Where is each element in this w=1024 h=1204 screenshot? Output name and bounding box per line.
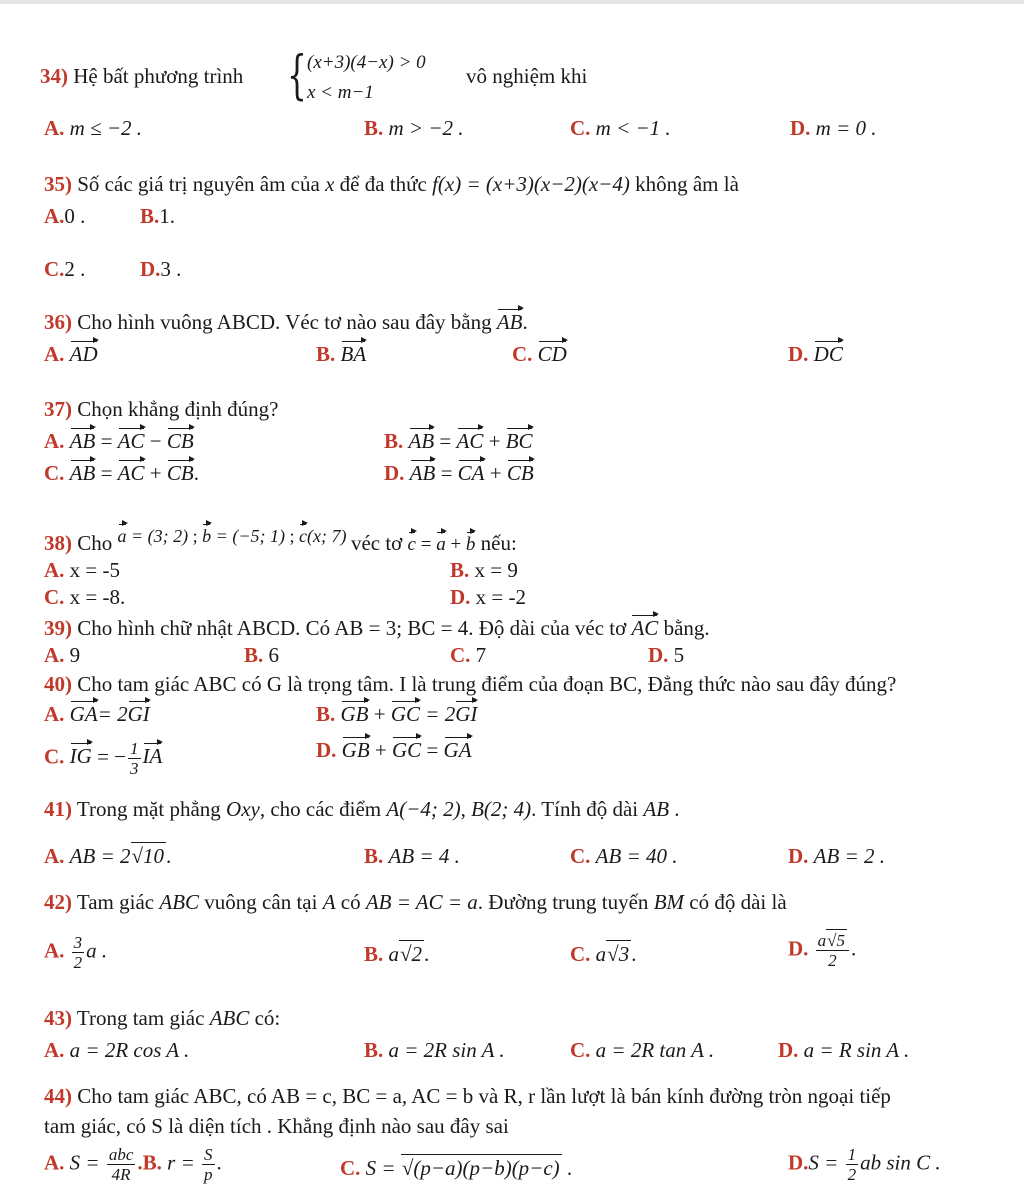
option-d: D. AB = 2 . bbox=[788, 844, 885, 868]
option-c: C. IG = − $\frac{1}{3}$ IA bbox=[44, 739, 163, 778]
option-d: D. $\frac{a√5}{2}$ . bbox=[788, 931, 857, 970]
option-d: D. DC bbox=[788, 342, 843, 366]
option-b: B. 6 bbox=[244, 643, 280, 667]
option-b: B. x = 9 bbox=[450, 558, 518, 582]
question-34 bbox=[40, 66, 243, 87]
option-d: D.S = $\frac{1}{2}$ ab sin C . bbox=[788, 1145, 941, 1184]
option-c: C. S = √(p−a)(p−b)(p−c) . bbox=[340, 1156, 573, 1180]
question-40: 40) Cho tam giác ABC có G là trọng tâm. I là trung điểm của đoạn BC, Đẳng thức nào sau đây đúng? bbox=[44, 672, 897, 696]
option-d: D. m = 0 . bbox=[790, 116, 877, 140]
vector-ab: AB bbox=[496, 310, 523, 334]
option-c: C. a = 2R tan A . bbox=[570, 1038, 715, 1062]
question-38: 38) Cho a = (3; 2) ; b = (−5; 1) ; c(x; 7) véc tơ c = a + b nếu: bbox=[44, 526, 517, 555]
option-d: D.3 . bbox=[140, 257, 182, 281]
question-39: 39) Cho hình chữ nhật ABCD. Có AB = 3; BC = 4. Độ dài của véc tơ AC bằng. bbox=[44, 616, 710, 640]
option-a: A.0 . bbox=[44, 204, 86, 228]
question-42: 42) Tam giác ABC vuông cân tại A có AB = AC = a. Đường trung tuyến BM có độ dài là bbox=[44, 890, 787, 914]
question-41: 41) Trong mặt phẳng Oxy, cho các điểm A(−4; 2), B(2; 4). Tính độ dài AB . bbox=[44, 797, 680, 821]
option-c: C.2 . bbox=[44, 257, 86, 281]
option-c: C. x = -8. bbox=[44, 585, 126, 609]
top-edge bbox=[0, 0, 1024, 4]
option-a: A. AB = AC − CB bbox=[44, 429, 194, 453]
question-36: 36) Cho hình vuông ABCD. Véc tơ nào sau đây bằng AB. bbox=[44, 310, 528, 334]
question-number: 34) bbox=[40, 64, 68, 88]
question-tail: vô nghiệm khi bbox=[466, 64, 588, 88]
option-a: A. m ≤ −2 . bbox=[44, 116, 143, 140]
option-b: B. a√2. bbox=[364, 942, 430, 966]
option-a: A. AD bbox=[44, 342, 98, 366]
option-a: A. $\frac{3}{2}$ a . bbox=[44, 933, 108, 972]
option-a: A. AB = 2√10. bbox=[44, 844, 172, 868]
question-35: 35) Số các giá trị nguyên âm của x để đa thức f(x) = (x+3)(x−2)(x−4) không âm là bbox=[44, 172, 739, 196]
option-a: A. x = -5 bbox=[44, 558, 121, 582]
question-text: Hệ bất phương trình bbox=[73, 64, 244, 88]
option-a-b: A. S = $\frac{\text{abc}}{4R}$ .B. r = $\frac{S}{p}$ . bbox=[44, 1145, 222, 1184]
option-b: B. m > −2 . bbox=[364, 116, 464, 140]
option-b: B. GB + GC = 2GI bbox=[316, 702, 478, 726]
system-row-2: x < m−1 bbox=[307, 82, 374, 103]
option-d: D. a = R sin A . bbox=[778, 1038, 910, 1062]
option-b: B. AB = 4 . bbox=[364, 844, 460, 868]
brace-icon: { bbox=[287, 46, 307, 106]
option-b: B. a = 2R sin A . bbox=[364, 1038, 505, 1062]
option-c: C. AB = AC + CB. bbox=[44, 461, 199, 485]
question-43: 43) Trong tam giác ABC có: bbox=[44, 1006, 281, 1030]
option-c: C. CD bbox=[512, 342, 567, 366]
question-44-line-2: tam giác, có S là diện tích . Khẳng định nào sau đây sai bbox=[44, 1114, 509, 1138]
system-row-1: (x+3)(4−x) > 0 bbox=[307, 52, 426, 73]
option-c: C. m < −1 . bbox=[570, 116, 671, 140]
option-d: D. x = -2 bbox=[450, 585, 527, 609]
option-b: B. AB = AC + BC bbox=[384, 429, 533, 453]
option-a: A. GA= 2GI bbox=[44, 702, 150, 726]
question-37: 37) Chọn khẳng định đúng? bbox=[44, 397, 279, 421]
option-d: D. 5 bbox=[648, 643, 685, 667]
question-44: 44) Cho tam giác ABC, có AB = c, BC = a, AC = b và R, r lần lượt là bán kính đường tròn ngoại tiếp bbox=[44, 1084, 891, 1108]
option-d: D. AB = CA + CB bbox=[384, 461, 534, 485]
option-a: A. 9 bbox=[44, 643, 81, 667]
option-b: B.1. bbox=[140, 204, 176, 228]
sqrt-icon: √10 bbox=[131, 844, 165, 868]
option-a: A. a = 2R cos A . bbox=[44, 1038, 190, 1062]
option-b: B. BA bbox=[316, 342, 367, 366]
option-d: D. GB + GC = GA bbox=[316, 738, 472, 762]
option-c: C. 7 bbox=[450, 643, 487, 667]
option-c: C. AB = 40 . bbox=[570, 844, 678, 868]
inequality-system bbox=[287, 48, 457, 108]
option-c: C. a√3. bbox=[570, 942, 637, 966]
